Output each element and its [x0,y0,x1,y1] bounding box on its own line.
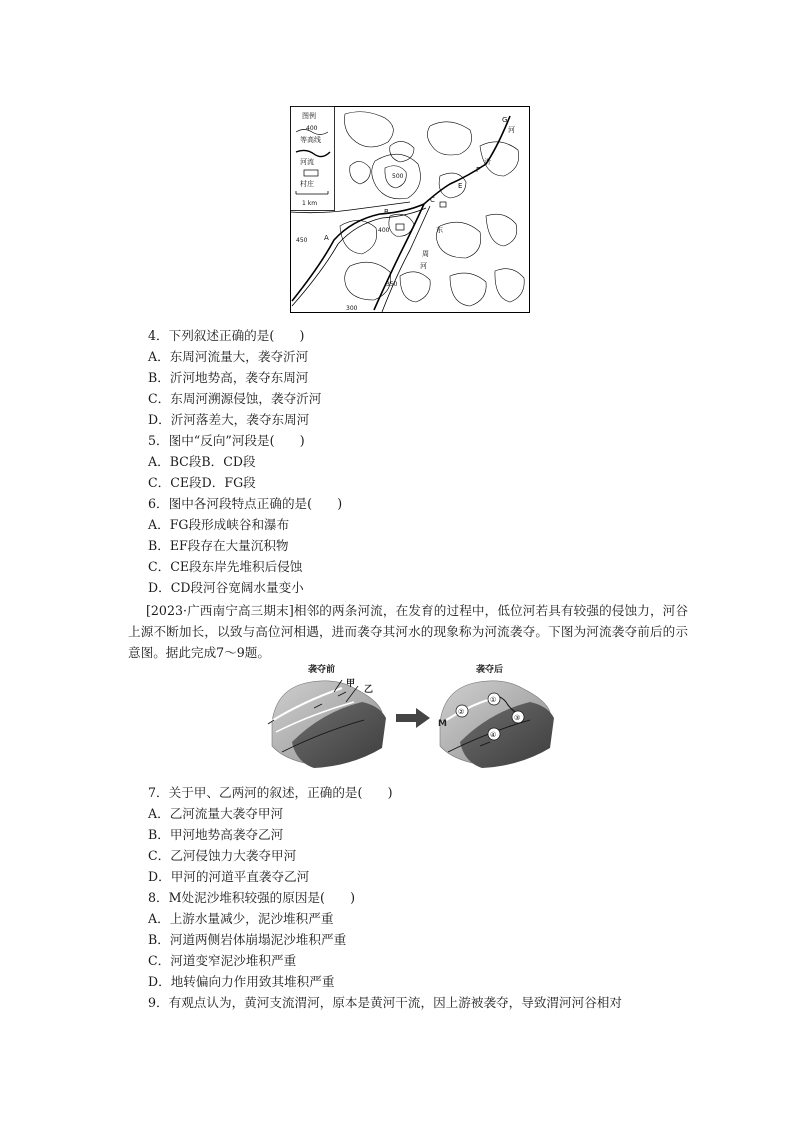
question-line: 9．有观点认为，黄河支流渭河，原本是黄河干流，因上游被袭夺，导致渭河河谷相对 [148,995,622,1010]
river-capture-figure [262,662,562,772]
option-line: D．地转偏向力作用致其堆积严重 [148,974,335,989]
river-label-zhou: 周 [422,250,429,258]
legend-village-label: 村庄 [300,180,314,188]
question-line: 5．图中“反向”河段是( ) [148,433,305,448]
option-line: A．上游水量减少，泥沙堆积严重 [148,911,334,926]
option-line: B．甲河地势高袭夺乙河 [148,827,284,842]
option-line: D．沂河落差大，袭夺东周河 [148,412,310,427]
contour-value: 500 [392,173,404,180]
point-label-a: A [324,234,329,242]
river-capture-diagram [262,662,562,772]
after-title: 袭夺后 [476,665,504,675]
option-line: C．CE段D．FG段 [148,475,256,490]
point-label-b: B [384,208,389,216]
river-label-yi: 沂 [484,158,491,166]
intro-paragraph [128,600,688,663]
marker-3: ③ [514,714,521,722]
intro-paragraph-text: [2023·广西南宁高三期末]相邻的两条河流，在发育的过程中，低位河若具有较强的侵蚀力，河谷上源不断加长，以致与高位河相遇，进而袭夺其河水的现象称为河流袭夺。下图为河流袭夺前后的示意图。据此完成7～9题。 [128,603,688,660]
marker-4: ④ [490,731,497,739]
option-line: A．BC段B．CD段 [148,454,256,469]
marker-1: ① [490,696,497,704]
option-line: C．CE段东岸先堆积后侵蚀 [148,559,303,574]
option-line: C．乙河侵蚀力大袭夺甲河 [148,848,297,863]
river-jia-label: 甲 [346,679,356,689]
river-label-he-2: 河 [420,262,427,270]
option-line: B．EF段存在大量沉积物 [148,538,289,553]
river-yi-label: 乙 [364,685,374,695]
question-line: 4．下列叙述正确的是( ) [148,328,305,343]
point-label-f: F [476,166,481,174]
topographic-map [290,106,530,313]
point-label-g: G [502,116,508,124]
before-title: 袭夺前 [308,665,336,675]
option-line: C．东周河溯源侵蚀，袭夺沂河 [148,391,322,406]
river-label-dong: 东 [436,226,443,234]
topographic-map-figure [290,106,530,313]
after-terrain [440,681,554,768]
legend-river-label: 河流 [300,158,314,166]
map-legend [291,107,335,211]
legend-title: 图例 [302,112,316,120]
label-m: M [438,719,447,729]
point-label-c: C [430,196,435,204]
point-label-e: E [458,182,463,190]
question-line: 6．图中各河段特点正确的是( ) [148,496,343,511]
river-label-he-1: 河 [508,126,515,134]
question-line: 8．M处泥沙堆积较强的原因是( ) [148,890,356,905]
option-line: C．河道变窄泥沙堆积严重 [148,953,297,968]
option-line: A．乙河流量大袭夺甲河 [148,806,284,821]
legend-contour-value: 400 [306,125,318,132]
option-line: A．东周河流量大，袭夺沂河 [148,349,309,364]
transition-arrow [396,708,430,728]
legend-scale: 1 km [302,200,318,207]
contour-value: 450 [296,237,308,244]
legend-contour-label: 等高线 [300,136,321,144]
contour-value: 300 [346,305,358,312]
contour-value: 400 [378,227,390,234]
option-line: A．FG段形成峡谷和瀑布 [148,517,290,532]
option-line: B．河道两侧岩体崩塌泥沙堆积严重 [148,932,347,947]
question-line: 7．关于甲、乙两河的叙述，正确的是( ) [148,785,393,800]
option-line: D．CD段河谷宽阔水量变小 [148,580,304,595]
option-line: D．甲河的河道平直袭夺乙河 [148,869,310,884]
marker-2: ② [458,708,465,716]
option-line: B．沂河地势高，袭夺东周河 [148,370,309,385]
contour-value: 350 [386,281,398,288]
